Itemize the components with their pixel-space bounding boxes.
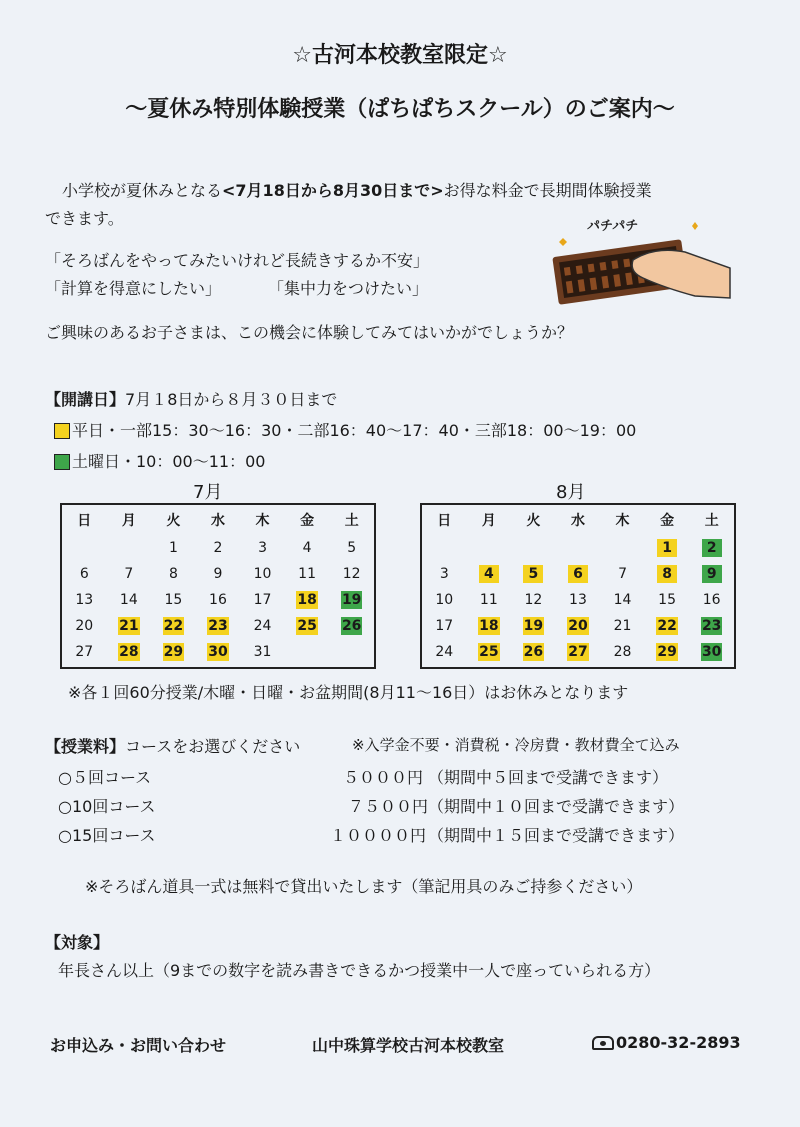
phone-icon (592, 1036, 614, 1050)
calendar-cell (511, 535, 556, 561)
calendar-day: 13 (75, 592, 94, 608)
contact-label: お申込み・お問い合わせ (50, 1036, 227, 1055)
calendar-cell (600, 535, 645, 561)
course-name: ○10回コース (58, 797, 156, 816)
calendar-cell (511, 613, 556, 639)
calendar-cell (422, 639, 467, 665)
calendar-cell (151, 639, 196, 665)
course-name: ○５回コース (58, 768, 152, 787)
calendar-day: 29 (163, 644, 184, 660)
calendar-cell (285, 535, 330, 561)
calendar-cell (196, 587, 241, 613)
green-square-icon (54, 454, 70, 470)
weekday-header: 月 (121, 513, 136, 529)
calendar-cell (645, 639, 690, 665)
weekday-header: 水 (570, 513, 585, 529)
calendar-cell (600, 561, 645, 587)
calendar-day: 19 (523, 618, 544, 634)
calendar-day: 25 (297, 618, 317, 634)
weekday-header: 木 (255, 513, 270, 529)
calendar-cell (196, 535, 241, 561)
calendar-cell (285, 639, 330, 665)
calendar-day: 1 (168, 540, 178, 556)
calendar-day: 30 (701, 644, 722, 660)
calendar-cell (62, 613, 107, 639)
calendar-day: 15 (658, 592, 676, 608)
calendar-day: 3 (439, 566, 449, 582)
calendar-day: 15 (164, 592, 183, 608)
calendar-day: 24 (253, 618, 272, 634)
calendar-cell (467, 613, 512, 639)
calendar-cell (689, 613, 734, 639)
phone-number: 0280-32-2893 (592, 1033, 741, 1052)
calendar-cell (511, 639, 556, 665)
calendar-cell (151, 613, 196, 639)
calendar-cell (240, 535, 285, 561)
target-text: 年長さん以上（9までの数字を読み書きできるかつ授業中一人で座っていられる方） (58, 961, 661, 980)
calendar-cell (556, 535, 601, 561)
calendar-day: 20 (75, 618, 94, 634)
calendar-day: 30 (208, 644, 228, 660)
calendar-cell (240, 561, 285, 587)
calendar-cell (467, 587, 512, 613)
calendar-day: 27 (75, 644, 94, 660)
calendar-cell (600, 587, 645, 613)
calendar-cell (556, 587, 601, 613)
calendar-cell (151, 561, 196, 587)
calendar-cell (285, 587, 330, 613)
calendar-day: 12 (524, 592, 543, 608)
calendar-cell (422, 561, 467, 587)
calendar-day: 2 (213, 540, 223, 556)
calendar-day: 11 (298, 566, 316, 582)
calendar-day: 23 (701, 618, 722, 634)
target-label: 【対象】 (45, 933, 110, 952)
quote-3: 「集中力をつけたい」 (268, 279, 429, 298)
calendar-cell (422, 535, 467, 561)
calendar-cell (689, 639, 734, 665)
yellow-square-icon (54, 423, 70, 439)
quote-2: 「計算を得意にしたい」 (45, 279, 222, 298)
calendar-day: 25 (479, 644, 499, 660)
fees-header: 【授業料】コースをお選びください (45, 737, 301, 756)
calendar-day: 31 (253, 644, 272, 660)
weekday-schedule: 平日・一部15：30～16：30・二部16：40～17：40・三部18：00～19：00 (54, 418, 636, 441)
july-calendar (60, 503, 376, 669)
calendar-day: 3 (258, 540, 267, 556)
calendar-cell (689, 535, 734, 561)
calendar-cell (240, 639, 285, 665)
calendar-cell (467, 535, 512, 561)
calendar-day: 8 (657, 565, 677, 583)
weekday-header: 金 (300, 513, 315, 529)
calendar-cell (62, 639, 107, 665)
course-price: ５０００円 (343, 768, 424, 787)
calendar-day: 18 (479, 618, 499, 634)
calendar-day: 9 (213, 566, 223, 582)
saturday-schedule: 土曜日・10：00～11：00 (54, 449, 265, 472)
calendar-day: 22 (163, 618, 184, 634)
calendar-day: 17 (435, 618, 454, 634)
calendar-day: 27 (568, 644, 588, 660)
calendar-cell (151, 535, 196, 561)
soroban-hand-illustration (545, 208, 740, 308)
calendar-day: 16 (702, 592, 721, 608)
calendar-day: 21 (119, 618, 139, 634)
calendar-cell (645, 561, 690, 587)
school-name: 山中珠算学校古河本校教室 (312, 1036, 505, 1055)
calendar-cell (511, 587, 556, 613)
calendar-day: 6 (79, 566, 89, 582)
calendar-day: 4 (302, 540, 312, 556)
calendar-day: 18 (297, 592, 317, 608)
calendar-day: 1 (657, 539, 677, 557)
calendar-cell (196, 613, 241, 639)
course-price: ７５００円 (348, 797, 429, 816)
weekday-header: 土 (344, 513, 359, 529)
calendar-cell (107, 561, 152, 587)
calendar-day: 26 (341, 618, 362, 634)
calendar-cell (62, 587, 107, 613)
tools-note: ※そろばん道具一式は無料で貸出いたします（筆記用具のみご持参ください） (85, 877, 643, 896)
calendar-day: 5 (347, 540, 357, 556)
calendar-day: 6 (568, 565, 588, 583)
calendar-cell (511, 561, 556, 587)
calendar-cell (62, 535, 107, 561)
calendar-day: 10 (253, 566, 272, 582)
course-desc: （期間中５回まで受講できます） (428, 768, 669, 787)
calendar-cell (329, 535, 374, 561)
calendar-cell (196, 561, 241, 587)
course-desc: （期間中１５回まで受講できます） (428, 826, 685, 845)
calendar-cell (329, 613, 374, 639)
intro-line-1: 小学校が夏休みとなる<7月18日から8月30日まで>お得な料金で長期間体験授業 (62, 181, 652, 200)
calendar-cell (645, 535, 690, 561)
schedule-line: 【開講日】7月１8日から８月３０日まで (45, 390, 338, 409)
calendar-day: 21 (613, 618, 632, 634)
weekday-header: 土 (704, 513, 719, 529)
calendar-cell (422, 587, 467, 613)
calendar-day: 11 (479, 592, 498, 608)
calendar-day: 28 (119, 644, 139, 660)
july-title: 7月 (193, 482, 223, 503)
fees-note: ※入学金不要・消費税・冷房費・教材費全て込み (352, 736, 680, 754)
calendar-day: 12 (342, 566, 361, 582)
calendar-cell (107, 639, 152, 665)
course-desc: （期間中１０回まで受講できます） (428, 797, 685, 816)
weekday-header: 木 (615, 513, 630, 529)
pachipachi-text: パチパチ (587, 219, 639, 234)
calendar-cell (240, 587, 285, 613)
course-price: １００００円 (330, 826, 427, 845)
calendar-day: 2 (702, 539, 722, 557)
calendar-cell (107, 535, 152, 561)
weekday-header: 日 (77, 513, 92, 529)
calendar-day: 19 (341, 592, 362, 608)
calendar-day: 7 (618, 566, 627, 582)
calendar-cell (285, 613, 330, 639)
calendar-day: 8 (168, 566, 178, 582)
calendar-cell (151, 587, 196, 613)
calendar-day: 28 (613, 644, 632, 660)
calendar-cell (107, 587, 152, 613)
weekday-header: 水 (210, 513, 225, 529)
invite-text: ご興味のあるお子さまは、この機会に体験してみてはいかがでしょうか？ (45, 323, 574, 342)
quote-1: 「そろばんをやってみたいけれど長続きするか不安」 (45, 251, 430, 270)
calendar-day: 5 (523, 565, 543, 583)
calendar-cell (196, 639, 241, 665)
calendar-day: 20 (568, 618, 588, 634)
calendar-day: 23 (208, 618, 228, 634)
calendar-day: 9 (702, 565, 722, 583)
title-line-2: ～夏休み特別体験授業（ぱちぱちスクール）のご案内～ (125, 97, 675, 122)
course-name: ○15回コース (58, 826, 156, 845)
calendar-day: 4 (479, 565, 499, 583)
august-calendar (420, 503, 736, 669)
calendar-day: 16 (209, 592, 227, 608)
calendar-cell (600, 613, 645, 639)
calendar-cell (645, 587, 690, 613)
calendar-day: 24 (435, 644, 454, 660)
august-title: 8月 (556, 482, 586, 503)
calendar-cell (329, 639, 374, 665)
intro-line-2: できます。 (45, 209, 124, 228)
calendar-cell (329, 587, 374, 613)
calendar-cell (467, 561, 512, 587)
calendar-cell (689, 587, 734, 613)
calendar-cell (422, 613, 467, 639)
calendar-cell (62, 561, 107, 587)
calendar-day: 29 (657, 644, 677, 660)
calendar-cell (329, 561, 374, 587)
calendar-cell (467, 639, 512, 665)
weekday-header: 火 (526, 513, 541, 529)
calendar-day: 10 (435, 592, 454, 608)
calendar-day: 17 (253, 592, 272, 608)
calendar-cell (689, 561, 734, 587)
calendar-day: 22 (657, 618, 677, 634)
weekday-header: 火 (166, 513, 181, 529)
weekday-header: 日 (437, 513, 452, 529)
calendar-note: ※各１回60分授業/木曜・日曜・お盆期間(8月11～16日）はお休みとなります (68, 683, 629, 702)
calendar-cell (556, 613, 601, 639)
calendar-cell (600, 639, 645, 665)
calendar-day: 14 (119, 592, 138, 608)
calendar-day: 13 (569, 592, 587, 608)
calendar-cell (556, 561, 601, 587)
calendar-cell (107, 613, 152, 639)
weekday-header: 金 (660, 513, 675, 529)
title-line-1: ☆古河本校教室限定☆ (292, 43, 508, 68)
calendar-cell (285, 561, 330, 587)
calendar-cell (645, 613, 690, 639)
calendar-cell (240, 613, 285, 639)
calendar-day: 26 (523, 644, 544, 660)
calendar-day: 14 (613, 592, 632, 608)
calendar-day: 7 (124, 566, 134, 582)
weekday-header: 月 (481, 513, 496, 529)
calendar-cell (556, 639, 601, 665)
